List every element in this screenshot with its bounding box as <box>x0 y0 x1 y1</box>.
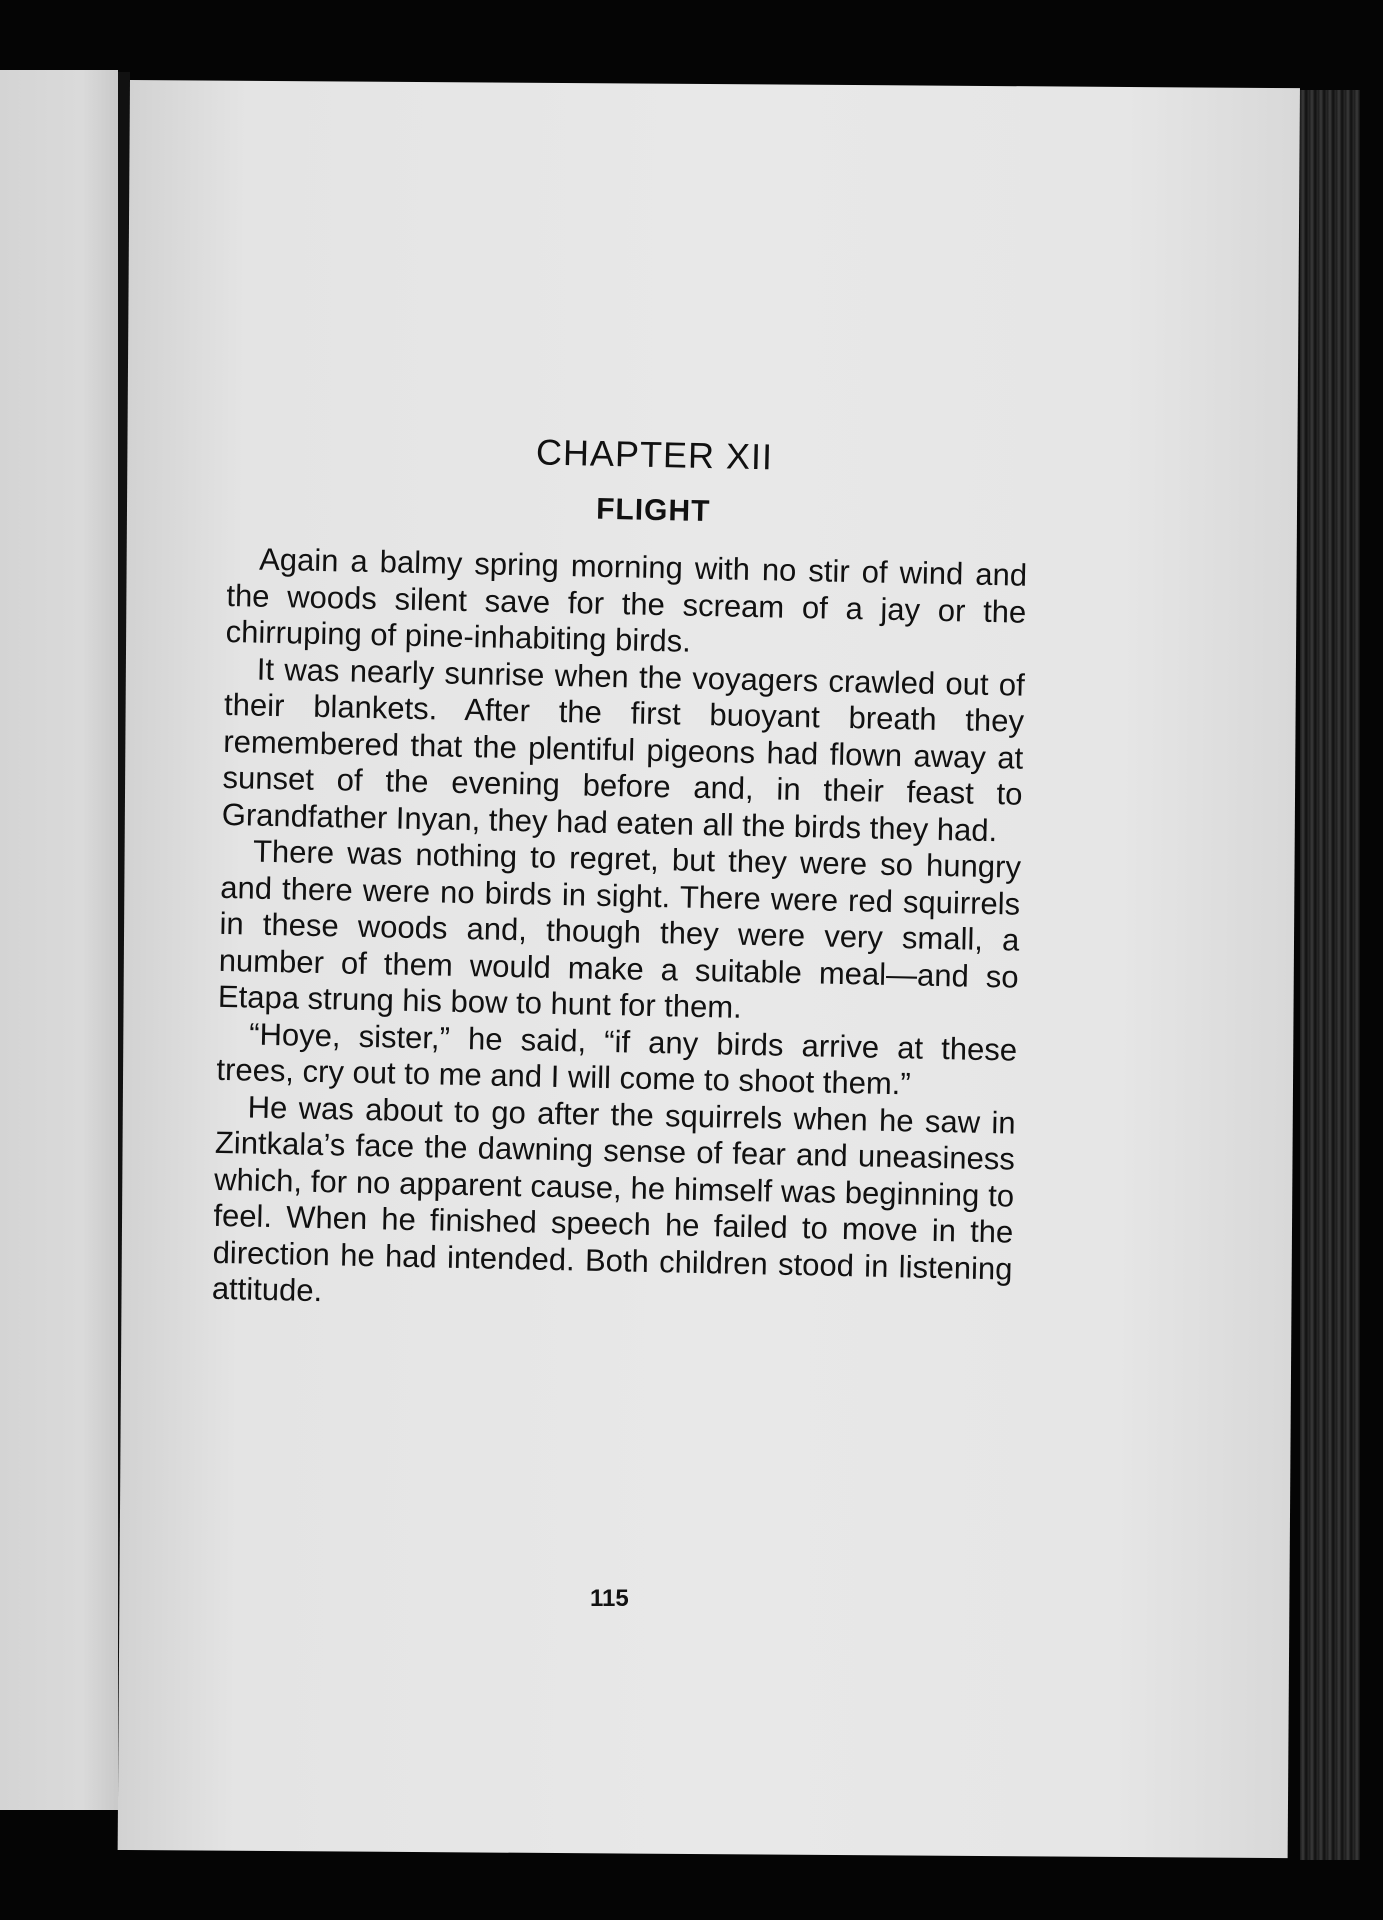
chapter-title: FLIGHT <box>595 492 711 529</box>
page-text <box>212 425 1030 1324</box>
paragraph: Again a balmy spring morning with no stir of wind and the woods silent save for the scream of a jay or the chirruping of pine-inhabiting birds. <box>225 541 1028 659</box>
paragraph: He was about to go after the squirrels when he saw in Zintkala’s face the dawning sense of fear and uneasiness which, for no apparent cause, he himself was beginning to feel. When he finished speech he failed to move in the direction he had intended. Both children stood in listening attitude. <box>211 1089 1016 1309</box>
paragraph: It was nearly sunrise when the voyagers crawled out of their blankets. After the first buoyant breath they remembered that the plentiful pigeons had flown away at sunset of the evening before and, in their feast to Grandfather Inyan, they had eaten all the birds they had. <box>221 651 1026 848</box>
paragraph: There was nothing to regret, but they were so hungry and there were no birds in sight. There were red squirrels in these woods and, though they were very small, a number of them would make a suitable meal—and so Etapa strung his bow to hunt for them. <box>217 833 1022 1025</box>
page-stack-edges <box>1300 90 1360 1860</box>
chapter-label: CHAPTER XII <box>535 431 774 478</box>
previous-page-edge <box>0 70 118 1810</box>
paragraph: “Hoye, sister,” he said, “if any birds arrive at these trees, cry out to me and I will come to shoot them.” <box>216 1016 1018 1102</box>
page-number: 115 <box>590 1585 629 1612</box>
